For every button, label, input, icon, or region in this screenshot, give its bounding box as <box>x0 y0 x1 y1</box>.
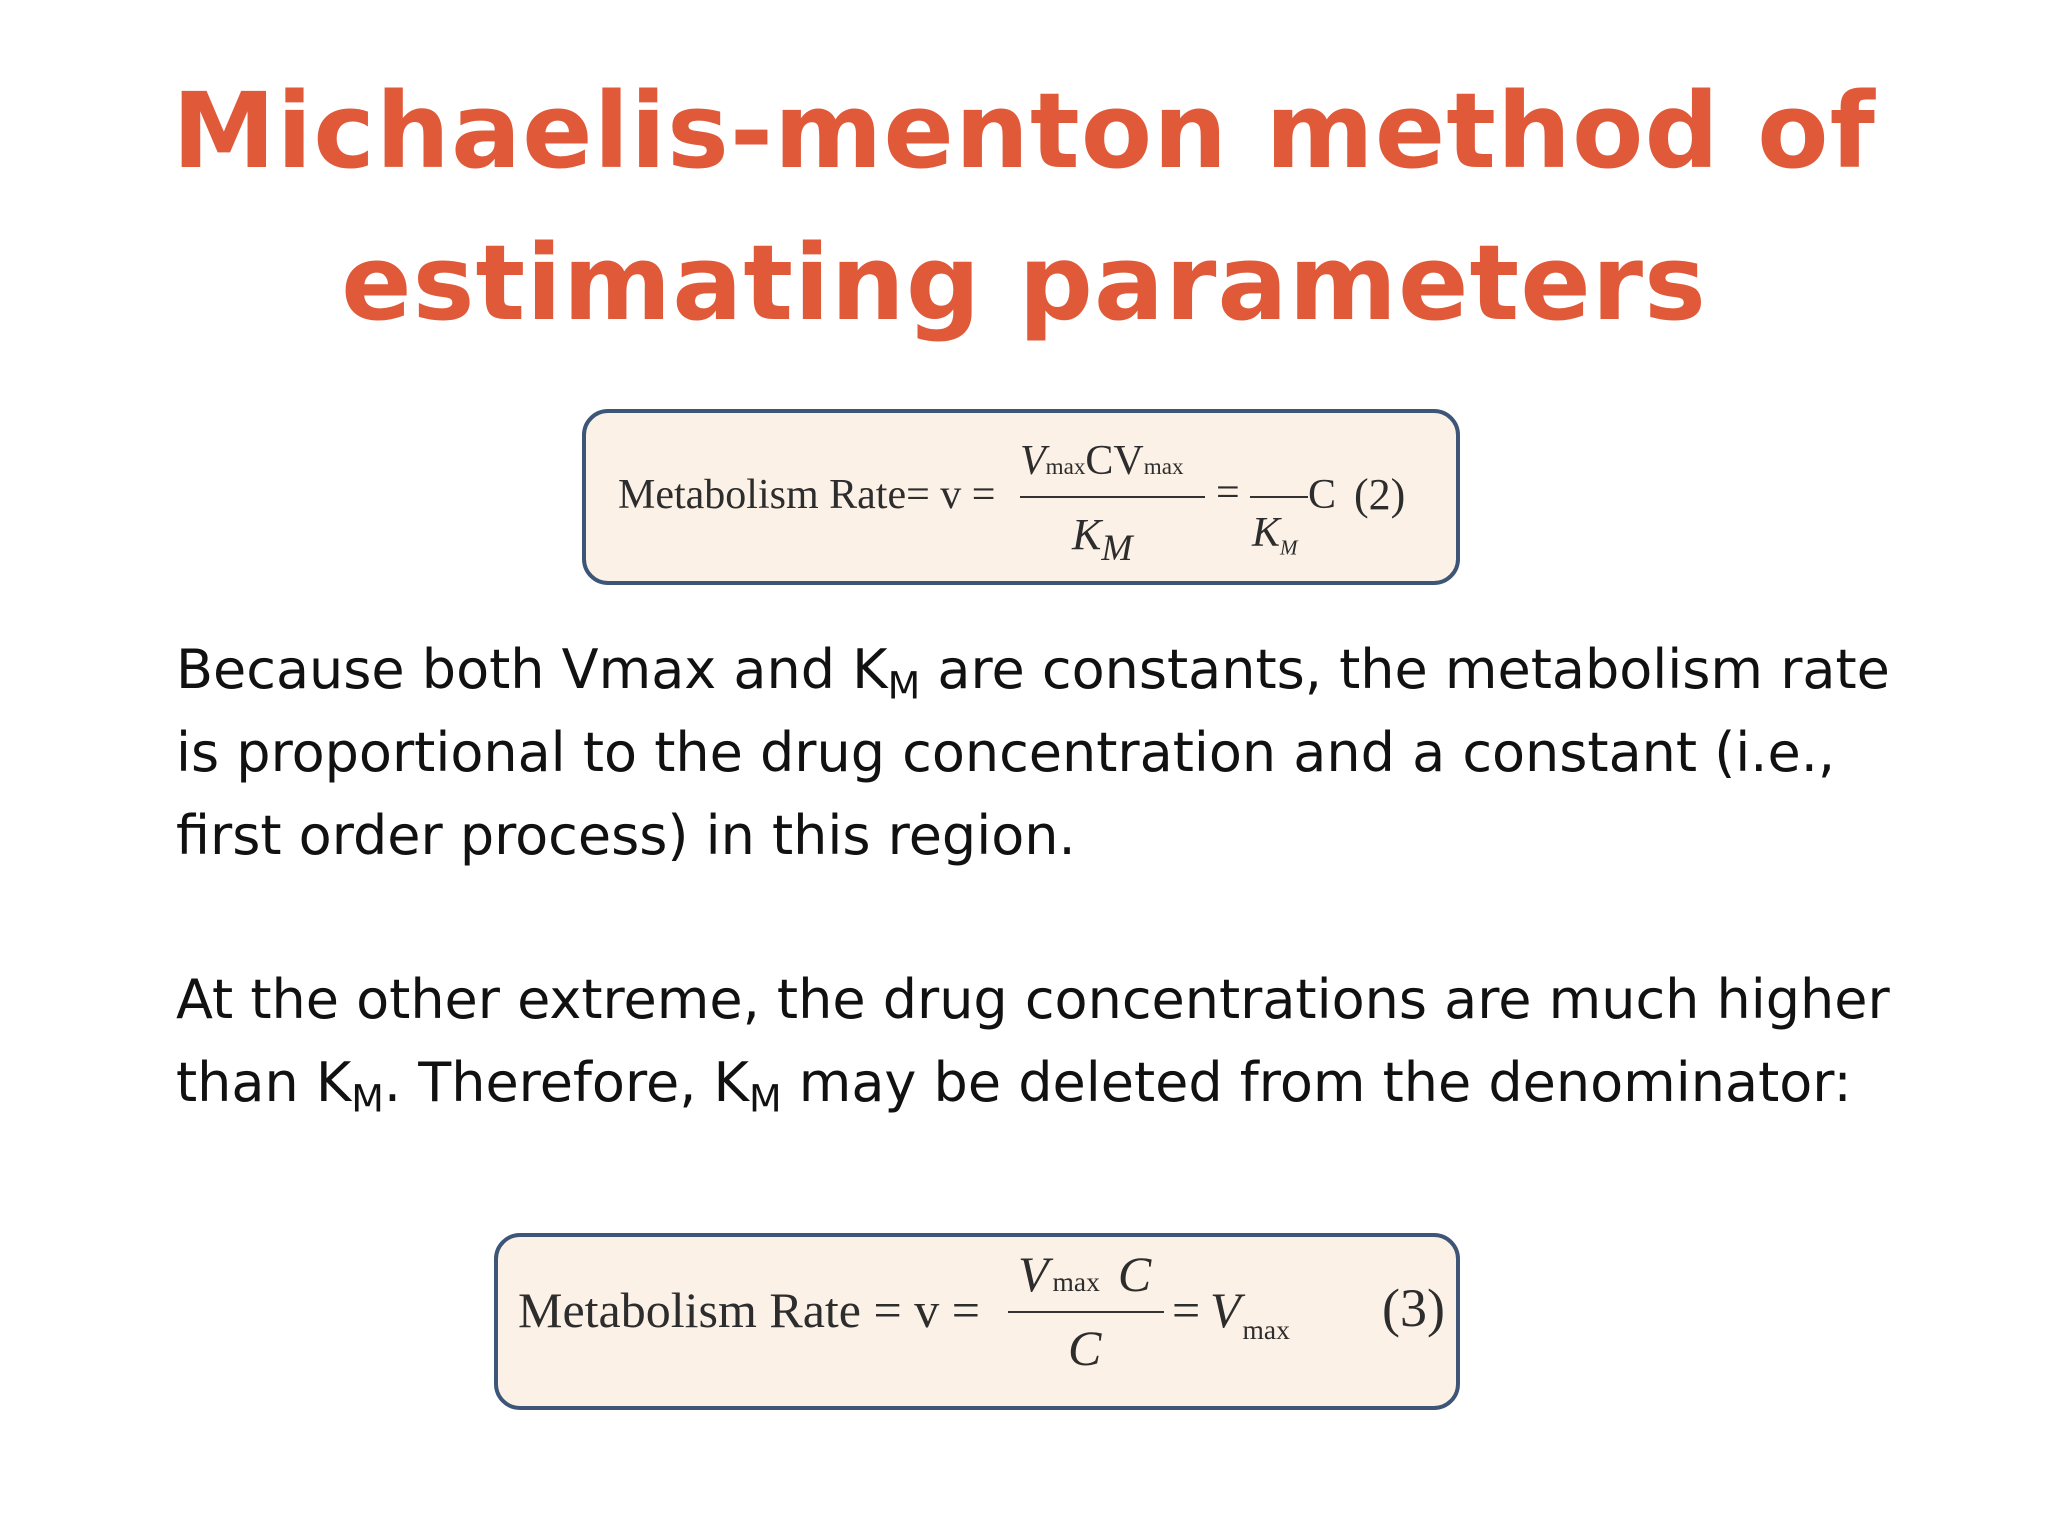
paragraph-1-text-b: are constants, the metabolism rate is proportional to the drug concentration and a constant (i.e., first order process) in this region. <box>176 638 1890 867</box>
paragraph-1-text-a: Because both Vmax and K <box>176 638 888 701</box>
equation-3-fraction-line <box>1008 1311 1164 1313</box>
paragraph-2-subscript-1: M <box>351 1076 384 1121</box>
paragraph-1 <box>176 628 1896 877</box>
equation-2-denominator-2 <box>1252 509 1298 560</box>
equation-2-k2: K <box>1252 510 1281 556</box>
title-line-1: Michaelis-menton method of <box>172 70 1876 192</box>
equation-2-lhs: Metabolism Rate= v = <box>618 472 996 518</box>
equation-2-k: K <box>1072 510 1102 559</box>
equation-3-rhs-sub: max <box>1242 1314 1290 1346</box>
equation-3-rhs <box>1210 1281 1290 1346</box>
equation-2-c: C <box>1308 472 1337 518</box>
equation-3-number: (3) <box>1382 1278 1445 1338</box>
paragraph-1-subscript: M <box>887 663 921 708</box>
equation-3-c: C <box>1117 1246 1152 1302</box>
equation-3-denominator: C <box>1068 1320 1102 1376</box>
equation-2-number: (2) <box>1354 470 1406 519</box>
equation-3-box <box>494 1233 1460 1410</box>
equation-3-rhs-v: V <box>1210 1282 1241 1338</box>
equation-2-k-sub: M <box>1101 528 1133 570</box>
title-line-2: estimating parameters <box>341 222 1707 344</box>
paragraph-2-text-c: may be deleted from the denominator: <box>781 1051 1852 1114</box>
equation-2-equals: = <box>1216 470 1240 516</box>
equation-2-fraction-line <box>1020 496 1205 498</box>
paragraph-2-subscript-2: M <box>748 1076 782 1121</box>
equation-2-denominator <box>1072 509 1133 570</box>
paragraph-2-text-b: . Therefore, K <box>383 1051 749 1114</box>
equation-2-sub1: max <box>1045 453 1086 479</box>
equation-2-cv: CV <box>1085 438 1144 484</box>
equation-3-numerator <box>1018 1245 1151 1303</box>
equation-3-lhs: Metabolism Rate = v = <box>518 1282 980 1338</box>
equation-2-v1: V <box>1020 438 1046 484</box>
equation-3-v-sub: max <box>1052 1266 1100 1297</box>
equation-3-v: V <box>1018 1246 1049 1302</box>
equation-3-equals: = <box>1172 1282 1201 1338</box>
slide-title <box>0 55 2048 359</box>
paragraph-2-text-a: At the other extreme, the drug concentrations are much higher than K <box>176 968 1890 1114</box>
equation-2-sub2: max <box>1143 453 1184 479</box>
equation-2-fraction-line-2 <box>1250 496 1308 498</box>
equation-2-k2-sub: M <box>1280 535 1298 560</box>
equation-2-numerator <box>1020 437 1184 485</box>
paragraph-2 <box>176 958 1896 1124</box>
equation-2-box <box>582 409 1460 585</box>
